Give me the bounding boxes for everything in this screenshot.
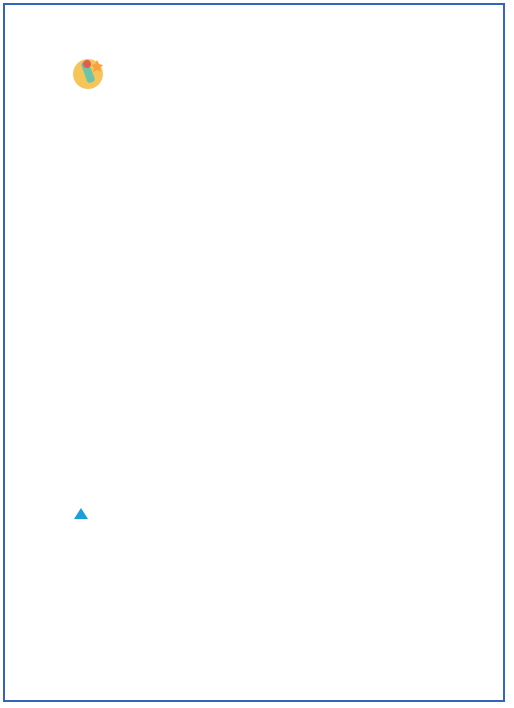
page-border [3,3,505,702]
blue-triangle-icon [73,507,89,520]
question-3 [73,507,89,523]
pencil-mascot-icon [70,55,106,91]
writing-grid [90,128,435,235]
